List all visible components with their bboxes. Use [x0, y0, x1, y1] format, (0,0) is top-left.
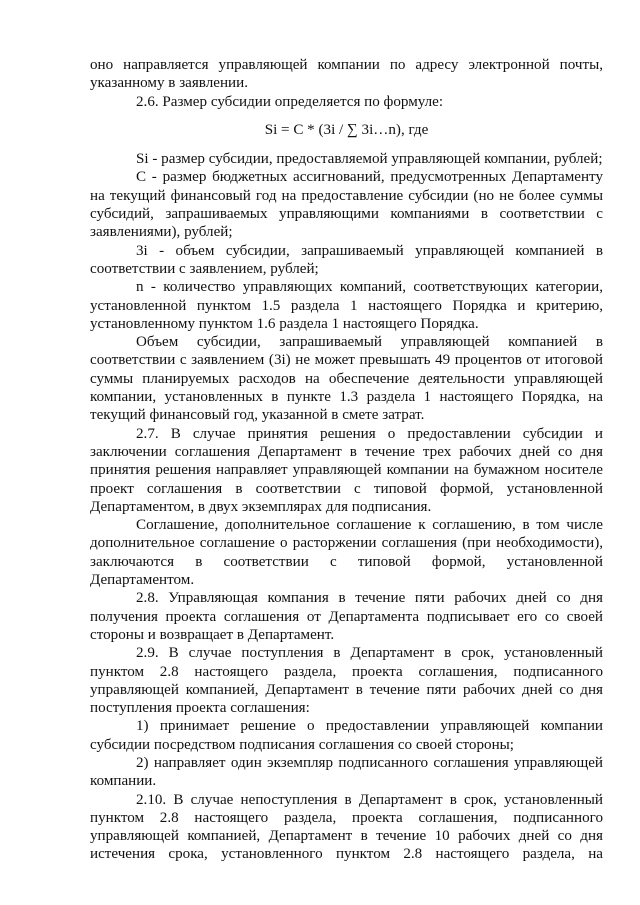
paragraph-agreement-forms: Соглашение, дополнительное соглашение к соглашению, в том числе дополнительное соглашение о расторжении соглашения (при необходимости), заключаются в соответствии с типовой формой, установленной Департаментом. [90, 517, 603, 589]
paragraph-2-7: 2.7. В случае принятия решения о предоставлении субсидии и заключении соглашения Департамент в течение трех рабочих дней со дня принятия решения направляет управляющей компании на бумажном носителе проект соглашения в соответствии с типовой формой, установленной Департаментом, в двух экземплярах для подписания. [90, 425, 603, 515]
paragraph-2-9: 2.9. В случае поступления в Департамент в срок, установленный пунктом 2.8 настоящего раздела, проекта соглашения, подписанного управляющей компанией, Департамент в течение пяти рабочих дней со дня поступления проекта соглашения: [90, 645, 603, 717]
paragraph-si-definition: Si - размер субсидии, предоставляемой управляющей компании, рублей; [136, 151, 603, 168]
list-item-2: 2) направляет один экземпляр подписанного соглашения управляющей компании. [90, 754, 603, 790]
list-item-1: 1) принимает решение о предоставлении управляющей компании субсидии посредством подписания соглашения со своей стороны; [90, 718, 603, 753]
paragraph-intro-continued: оно направляется управляющей компании по адресу электронной почты, указанному в заявлении. [90, 57, 603, 92]
subsidy-formula: Si = C * (3i / ∑ 3i…n), где [264, 121, 429, 138]
paragraph-c-definition: С - размер бюджетных ассигнований, предусмотренных Департаменту на текущий финансовый год на предоставление субсидии (но не более суммы субсидий, запрашиваемых управляющими компаниями в соответствии с заявлениями), рублей; [90, 169, 603, 241]
paragraph-subsidy-limit: Объем субсидии, запрашиваемый управляющей компанией в соответствии с заявлением (3i) не может превышать 49 процентов от итоговой суммы планируемых расходов на обеспечение деятельности управляющей компании, установленных в пункте 1.3 раздела 1 настоящего Порядка, на текущий финансовый год, указанной в смете затрат. [90, 334, 603, 424]
paragraph-3i-definition: 3i - объем субсидии, запрашиваемый управляющей компанией в соответствии с заявлением, рублей; [90, 242, 603, 277]
document-page [90, 56, 603, 864]
paragraph-2-8: 2.8. Управляющая компания в течение пяти рабочих дней со дня получения проекта соглашения от Департамента подписывает его со своей стороны и возвращает в Департамент. [90, 590, 603, 643]
paragraph-n-definition: n - количество управляющих компаний, соответствующих категории, установленной пунктом 1.5 раздела 1 настоящего Порядка и критерию, установленному пунктом 1.6 раздела 1 настоящего Порядка. [90, 279, 603, 332]
paragraph-2-10: 2.10. В случае непоступления в Департамент в срок, установленный пунктом 2.8 настоящего раздела, проекта соглашения, подписанного управляющей компанией, Департамент в течение 10 рабочих дней со дня истечения срока, установленного пунктом 2.8 настоящего раздела, на [90, 791, 603, 863]
paragraph-2-6: 2.6. Размер субсидии определяется по формуле: [136, 93, 444, 110]
